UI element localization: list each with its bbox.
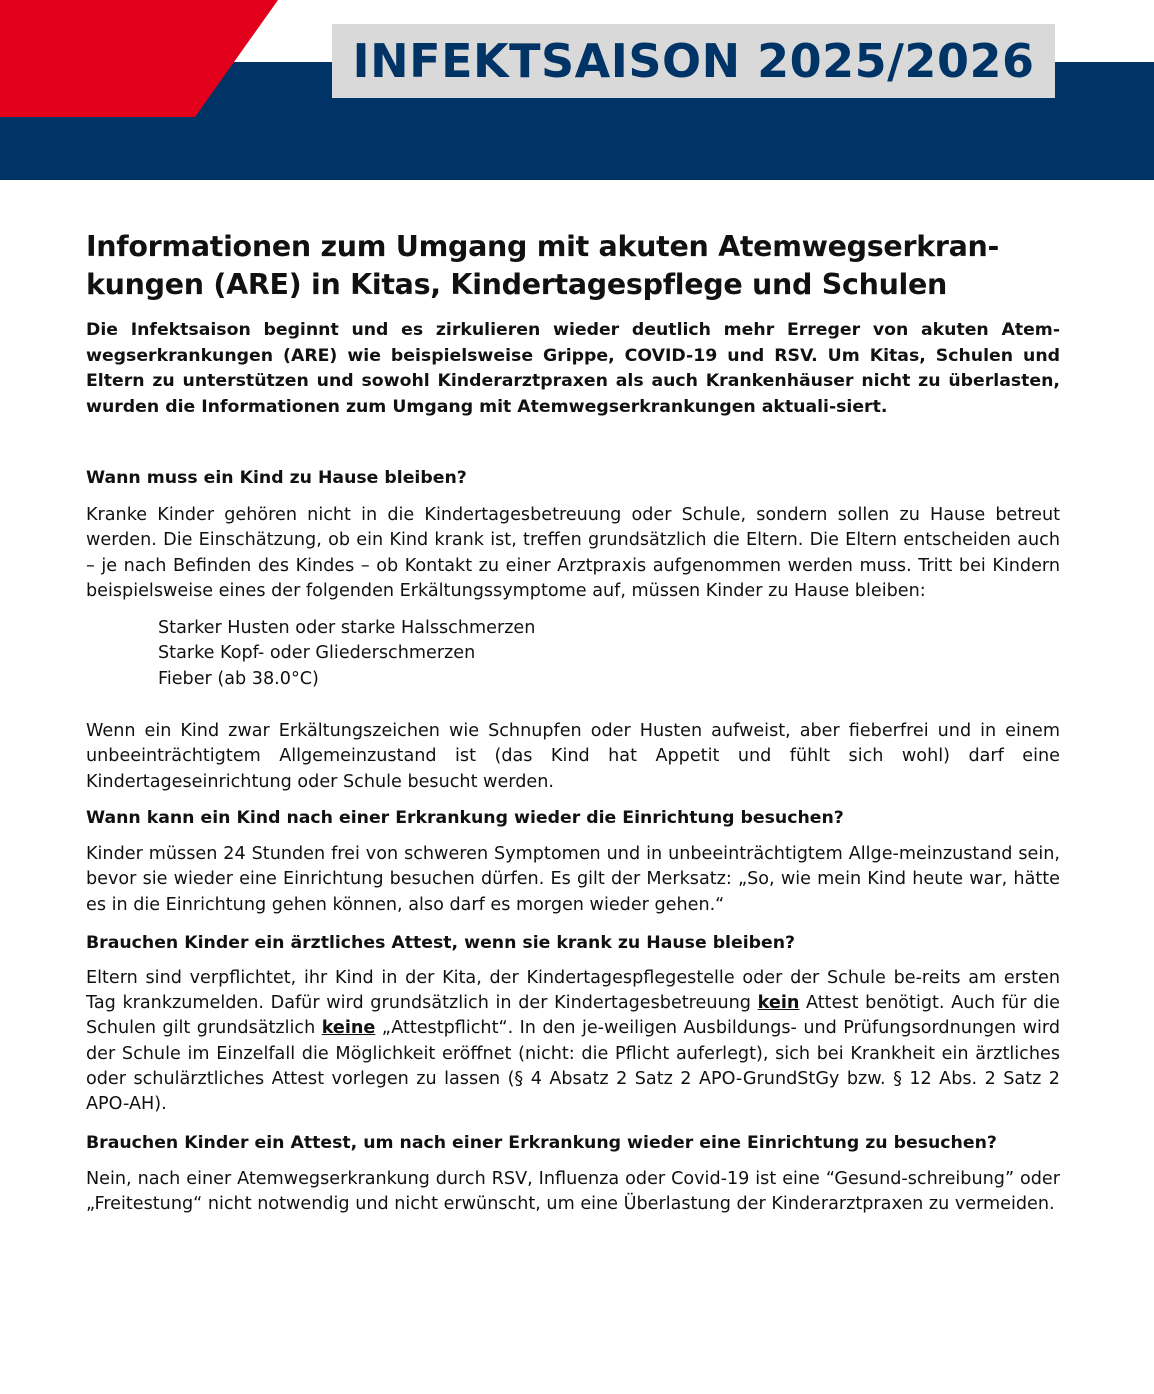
list-item: Starker Husten oder starke Halsschmerzen <box>158 618 536 639</box>
symptom-list <box>158 616 1060 692</box>
text-span: Attest benötigt. Auch für die Schulen gilt grundsätzlich <box>86 993 1061 1039</box>
section-text-attest-sick <box>86 966 1060 1118</box>
document-body <box>86 228 1060 1217</box>
header-title: INFEKTSAISON 2025/2026 <box>352 34 1035 88</box>
section-text-attest-return: Nein, nach einer Atemwegserkrankung durch RSV, Influenza oder Covid-19 ist eine “Gesund-schreibung” oder „Freitestung“ nicht notwendig und nicht erwünscht, um eine Überlastung der Kinderarztpraxen zu vermeiden. <box>86 1168 1060 1214</box>
text-span: „Attestpflicht“. In den je-weiligen Ausbildungs- und Prüfungsordnungen wird der Schule im Einzelfall die Möglichkeit eröffnet (nicht: die Pflicht auferlegt), sich bei Krankheit ein ärztliches oder schulärztliches Attest vorlegen zu lassen (§ 4 Absatz 2 Satz 2 APO-GrundStGy bzw. § 12 Abs. 2 Satz 2 APO-AH). <box>86 1018 1060 1115</box>
keyword-keine: keine <box>321 1018 376 1039</box>
section-heading-attest-return: Brauchen Kinder ein Attest, um nach einer Erkrankung wieder eine Einrichtung zu besuchen? <box>86 1132 997 1153</box>
section-heading-return: Wann kann ein Kind nach einer Erkrankung wieder die Einrichtung besuchen? <box>86 807 844 828</box>
document-heading: Informationen zum Umgang mit akuten Atemwegserkran-kungen (ARE) in Kitas, Kindertagespflege und Schulen <box>86 230 1000 301</box>
header-title-box <box>332 24 1055 98</box>
keyword-kein: kein <box>757 993 800 1014</box>
section-text-return: Kinder müssen 24 Stunden frei von schweren Symptomen und in unbeeinträchtigtem Allge-meinzustand sein, bevor sie wieder eine Einrichtung besuchen dürfen. Es gilt der Merksatz: „So, wie mein Kind heute war, hätte es in die Einrichtung gehen können, also darf es morgen wieder gehen.“ <box>86 843 1060 915</box>
section-text-stay-home: Kranke Kinder gehören nicht in die Kindertagesbetreuung oder Schule, sondern sollen zu Hause betreut werden. Die Einschätzung, ob ein Kind krank ist, treffen grundsätzlich die Eltern. Die Eltern entscheiden auch – je nach Befinden des Kindes – ob Kontakt zu einer Arztpraxis aufgenommen werden muss. Tritt bei Kindern beispielsweise eines der folgenden Erkältungssymptome auf, müssen Kinder zu Hause bleiben: <box>86 505 1060 601</box>
text-span: Eltern sind verpflichtet, ihr Kind in der Kita, der Kindertagespflegestelle oder der Schule be-reits am ersten Tag krankzumelden. Dafür wird grundsätzlich in der Kindertagesbetreuung <box>86 967 1060 1014</box>
list-item: Starke Kopf- oder Gliederschmerzen <box>158 643 476 664</box>
section-heading-attest-sick: Brauchen Kinder ein ärztliches Attest, wenn sie krank zu Hause bleiben? <box>86 932 796 953</box>
list-item: Fieber (ab 38.0°C) <box>158 668 319 689</box>
section-text-mild-symptoms: Wenn ein Kind zwar Erkältungszeichen wie Schnupfen oder Husten aufweist, aber fieberfrei und in einem unbeeinträchtigtem Allgemeinzustand ist (das Kind hat Appetit und fühlt sich wohl) darf eine Kindertageseinrichtung oder Schule besucht werden. <box>86 721 1060 792</box>
lead-paragraph: Die Infektsaison beginnt und es zirkulieren wieder deutlich mehr Erreger von akuten Atem-wegserkrankungen (ARE) wie beispielsweise Grippe, COVID-19 und RSV. Um Kitas, Schulen und Eltern zu unterstützen und sowohl Kinderarztpraxen als auch Krankenhäuser nicht zu überlasten, wurden die Informationen zum Umgang mit Atemwegserkrankungen aktuali-siert. <box>86 320 1060 417</box>
section-heading-stay-home: Wann muss ein Kind zu Hause bleiben? <box>86 468 467 488</box>
